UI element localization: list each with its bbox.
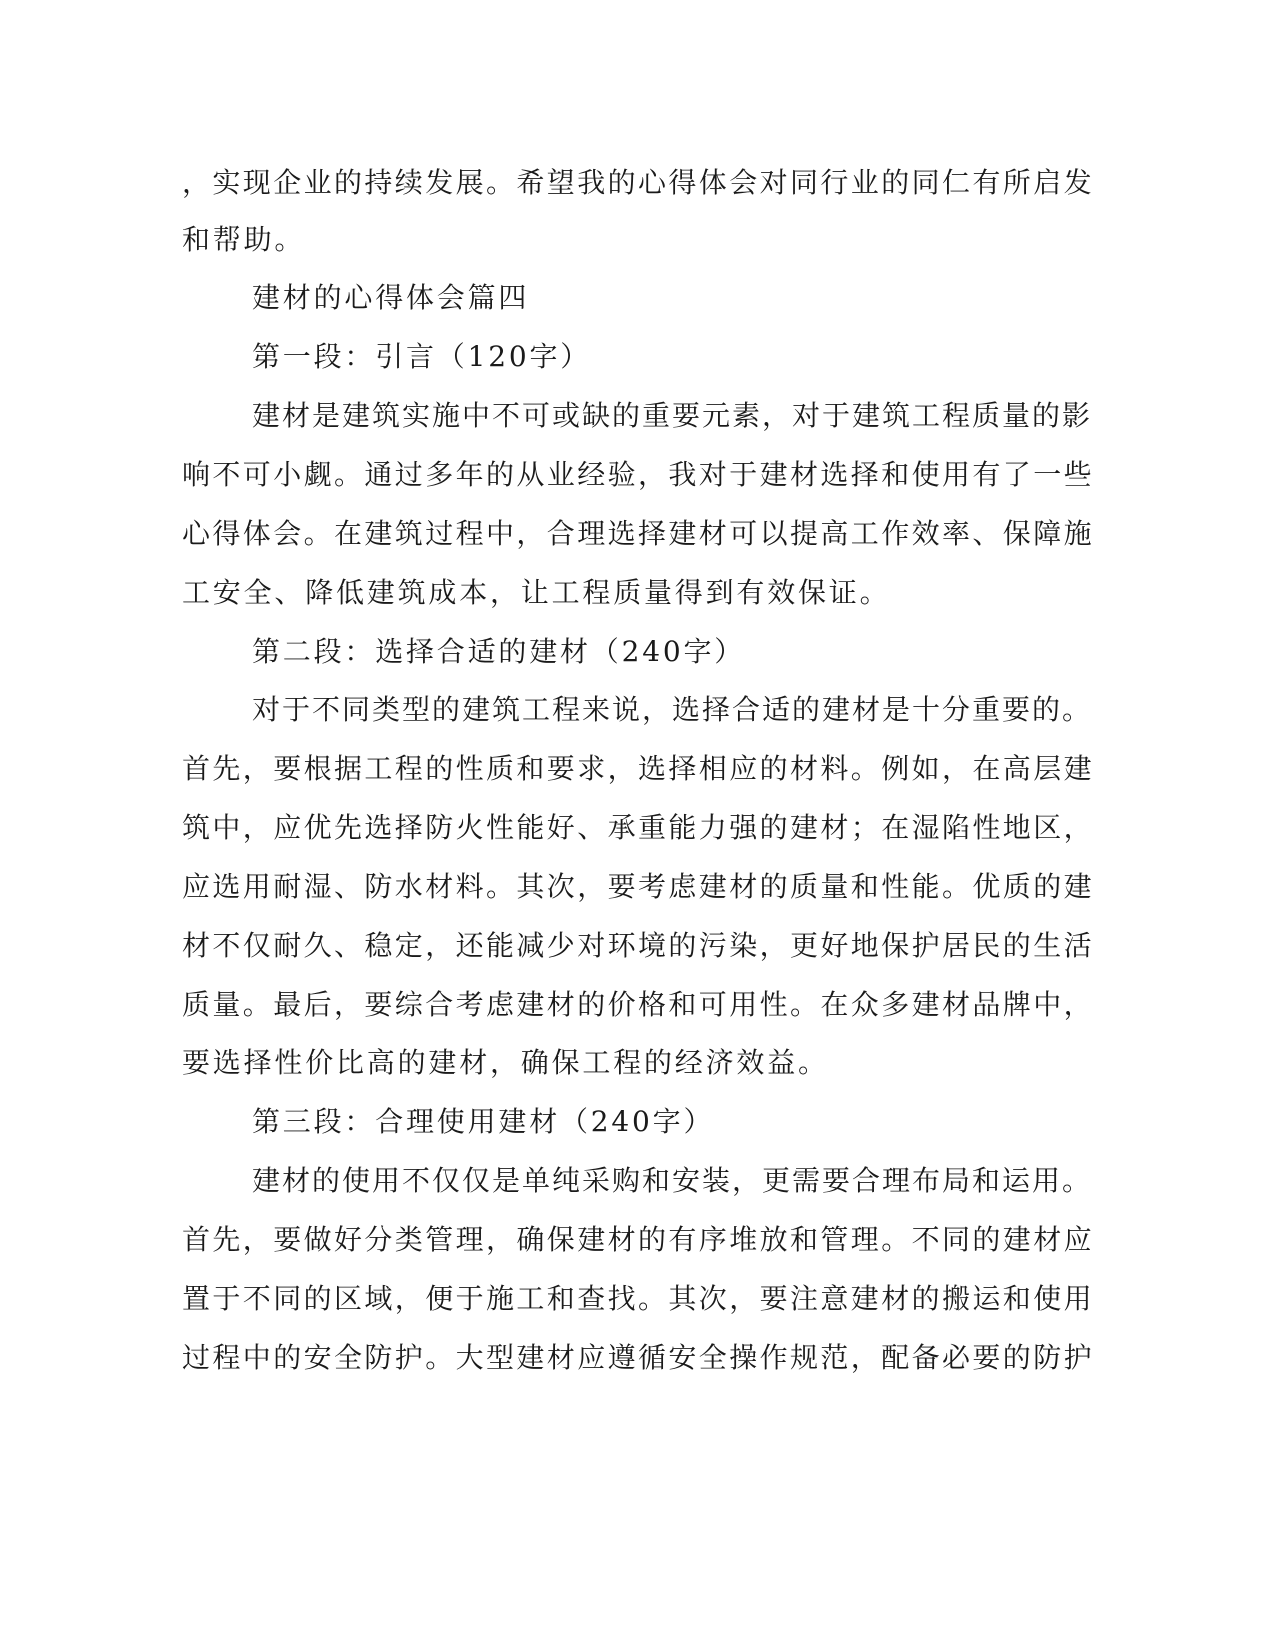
text-line: 首先，要做好分类管理，确保建材的有序堆放和管理。不同的建材应 xyxy=(182,1223,1095,1256)
text-line: 建材是建筑实施中不可或缺的重要元素，对于建筑工程质量的影 xyxy=(252,399,1093,432)
text-line: 响不可小觑。通过多年的从业经验，我对于建材选择和使用有了一些 xyxy=(182,458,1095,491)
paragraph-heading: 第三段：合理使用建材（240字） xyxy=(252,1105,715,1138)
paragraph-heading: 第一段：引言（120字） xyxy=(252,340,592,373)
text-line: 过程中的安全防护。大型建材应遵循安全操作规范，配备必要的防护 xyxy=(182,1341,1095,1374)
text-line: 对于不同类型的建筑工程来说，选择合适的建材是十分重要的。 xyxy=(252,693,1093,726)
text-line: 筑中，应优先选择防火性能好、承重能力强的建材；在湿陷性地区， xyxy=(182,811,1095,844)
paragraph-heading: 第二段：选择合适的建材（240字） xyxy=(252,635,746,668)
text-line: 要选择性价比高的建材，确保工程的经济效益。 xyxy=(182,1046,829,1079)
text-line: 和帮助。 xyxy=(182,223,306,256)
text-line: 置于不同的区域，便于施工和查找。其次，要注意建材的搬运和使用 xyxy=(182,1282,1095,1315)
text-line: ，实现企业的持续发展。希望我的心得体会对同行业的同仁有所启发 xyxy=(182,166,1095,199)
text-line: 建材的使用不仅仅是单纯采购和安装，更需要合理布局和运用。 xyxy=(252,1164,1093,1197)
section-title: 建材的心得体会篇四 xyxy=(252,281,530,314)
text-line: 质量。最后，要综合考虑建材的价格和可用性。在众多建材品牌中， xyxy=(182,988,1095,1021)
text-line: 材不仅耐久、稳定，还能减少对环境的污染，更好地保护居民的生活 xyxy=(182,929,1095,962)
text-line: 首先，要根据工程的性质和要求，选择相应的材料。例如，在高层建 xyxy=(182,752,1095,785)
text-line: 工安全、降低建筑成本，让工程质量得到有效保证。 xyxy=(182,576,891,609)
text-line: 应选用耐湿、防水材料。其次，要考虑建材的质量和性能。优质的建 xyxy=(182,870,1095,903)
text-line: 心得体会。在建筑过程中，合理选择建材可以提高工作效率、保障施 xyxy=(182,517,1095,550)
